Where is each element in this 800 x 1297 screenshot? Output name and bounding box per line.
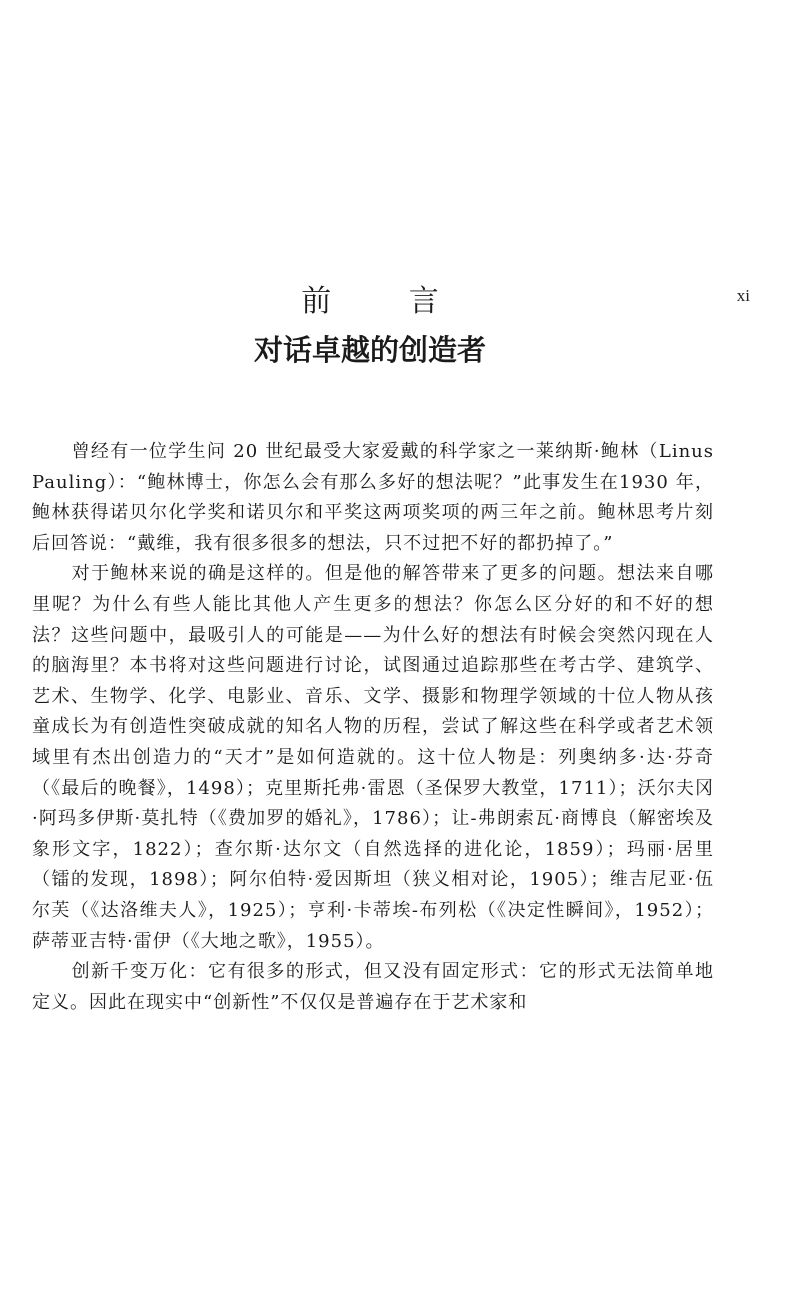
paragraph: 对于鲍林来说的确是这样的。但是他的解答带来了更多的问题。想法来自哪里呢？为什么有些人能比其他人产生更多的想法？你怎么区分好的和不好的想法？这些问题中，最吸引人的可能是——为什么好的想法有时候会突然闪现在人的脑海里？本书将对这些问题进行讨论，试图通过追踪那些在考古学、建筑学、艺术、生物学、化学、电影业、音乐、文学、摄影和物理学领域的十位人物从孩童成长为有创造性突破成就的知名人物的历程，尝试了解这些在科学或者艺术领域里有杰出创造力的“天才”是如何造就的。这十位人物是：列奥纳多·达·芬奇（《最后的晚餐》，1498）；克里斯托弗·雷恩（圣保罗大教堂，1711）；沃尔夫冈·阿玛多伊斯·莫扎特（《费加罗的婚礼》，1786）；让-弗朗索瓦·商博良（解密埃及象形文字，1822）；查尔斯·达尔文（自然选择的进化论，1859）；玛丽·居里（镭的发现，1898）；阿尔伯特·爱因斯坦（狭义相对论，1905）；维吉尼亚·伍尔芙（《达洛维夫人》，1925）；亨利·卡蒂埃-布列松（《决定性瞬间》，1952）；萨蒂亚吉特·雷伊（《大地之歌》，1955）。 <box>32 563 714 952</box>
chapter-subtitle: 对话卓越的创造者 <box>253 333 486 367</box>
page-number: xi <box>736 286 750 305</box>
chapter-heading <box>0 282 740 372</box>
paragraph: 创新千变万化：它有很多的形式，但又没有固定形式：它的形式无法简单地定义。因此在现实中“创新性”不仅仅是普遍存在于艺术家和 <box>32 961 714 1013</box>
chapter-title: 前 言 <box>301 284 473 319</box>
paragraph: 曾经有一位学生问 20 世纪最受大家爱戴的科学家之一莱纳斯·鲍林（Linus Pauling）：“鲍林博士，你怎么会有那么多好的想法呢？”此事发生在1930 年，鲍林获得诺贝尔化学奖和诺贝尔和平奖这两项奖项的两三年之前。鲍林思考片刻后回答说：“戴维，我有很多很多的想法，只不过把不好的都扔掉了。” <box>32 441 714 554</box>
body-text <box>32 437 714 1018</box>
